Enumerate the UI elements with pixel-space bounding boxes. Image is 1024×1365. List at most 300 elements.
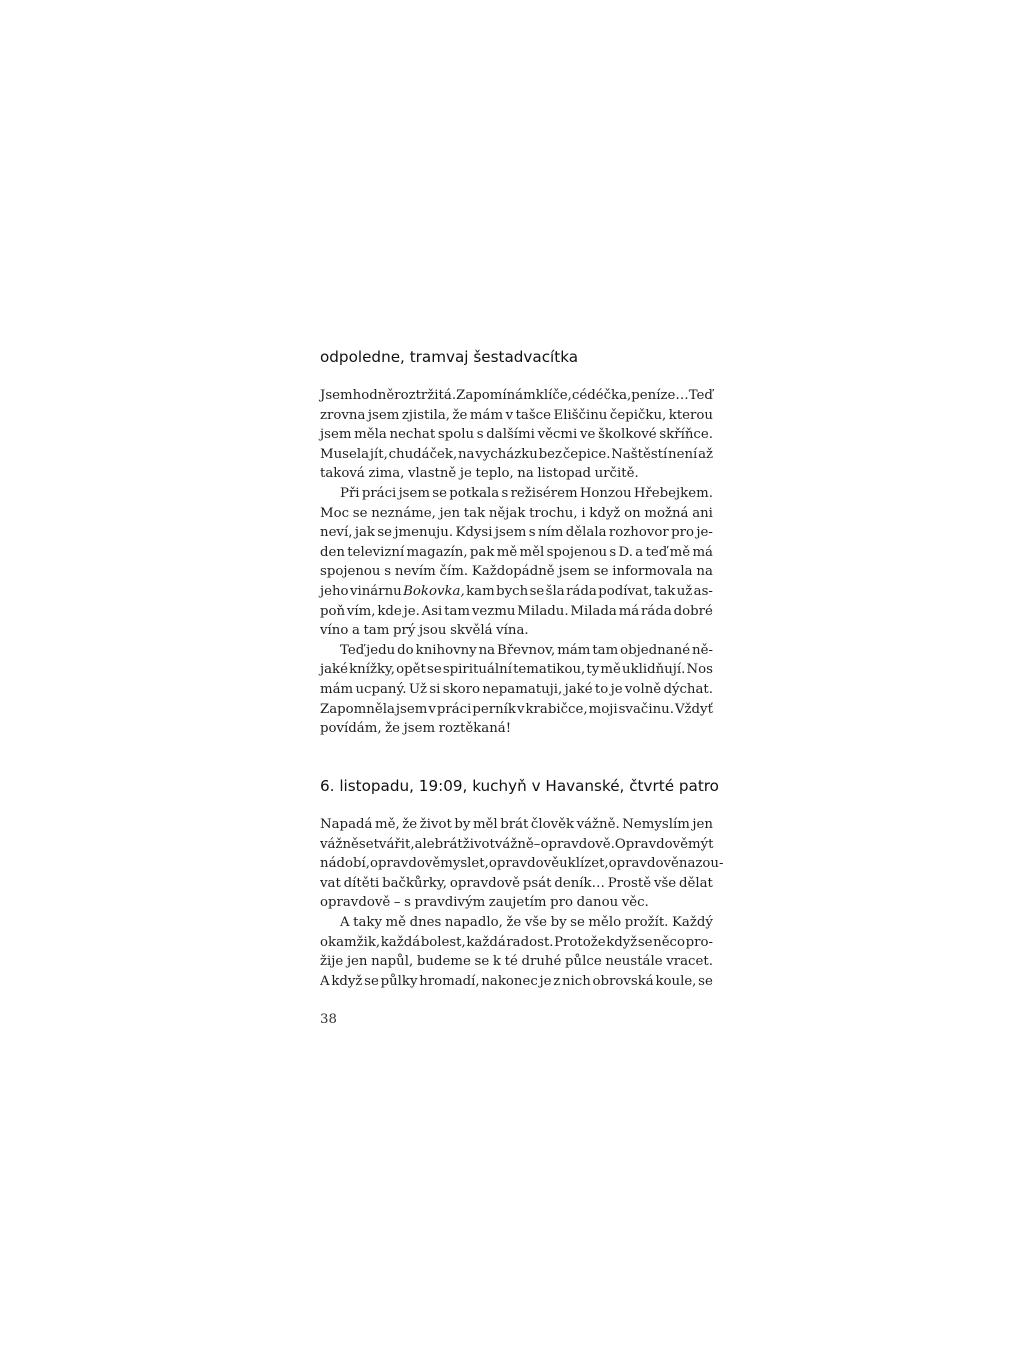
word: každá	[380, 934, 421, 950]
word: se	[432, 485, 447, 501]
word: klíče,	[535, 388, 572, 403]
text-line	[320, 425, 713, 445]
word: práci	[436, 701, 472, 717]
word: jen	[692, 817, 713, 832]
word: –	[533, 836, 541, 852]
word: perník	[472, 701, 516, 717]
word: jsem	[320, 427, 352, 443]
word: vážně	[494, 836, 534, 852]
text-line	[320, 562, 713, 582]
word: jsem	[398, 485, 430, 501]
word: život	[419, 817, 452, 832]
text-line	[320, 543, 713, 563]
word: práci	[361, 485, 397, 501]
word: se	[427, 662, 442, 678]
word: Zapomněla	[320, 701, 395, 717]
text-line	[320, 602, 713, 622]
word: vše	[653, 875, 677, 891]
word: opravdově	[370, 856, 441, 872]
word: danou	[576, 895, 619, 911]
word: chudáček,	[388, 446, 458, 462]
word: zaujetím	[488, 895, 547, 911]
word: Jsem	[320, 388, 353, 403]
text-line	[320, 854, 724, 874]
word: budeme	[416, 954, 471, 970]
word: ucpaný.	[355, 681, 407, 697]
word: v	[428, 701, 436, 717]
word: by	[454, 817, 471, 832]
word: prý	[392, 623, 416, 639]
word: bez	[538, 446, 563, 462]
word: že	[385, 721, 401, 737]
word: Honzou	[579, 485, 632, 501]
word: neznáme,	[371, 505, 436, 521]
word: psát	[522, 875, 552, 891]
word: kde	[377, 603, 402, 619]
word: půlce	[565, 954, 602, 970]
word: uklízet,	[559, 856, 609, 872]
word: Milada	[570, 603, 617, 619]
word: tvářit,	[373, 836, 415, 852]
text-line	[320, 835, 713, 855]
word: vinárnu	[349, 583, 402, 599]
word: mýt	[688, 836, 714, 852]
word: mě	[600, 662, 621, 678]
word: Asi	[421, 603, 443, 619]
word: cédéčka,	[571, 388, 632, 403]
word: roztěkaná!	[438, 721, 512, 737]
word: mě	[669, 544, 691, 560]
word: –	[393, 895, 401, 911]
book-page	[320, 0, 724, 1365]
word: Eliščinu	[553, 407, 608, 423]
word: teplo,	[475, 466, 514, 482]
word: je.	[403, 603, 420, 619]
word: knížky,	[349, 662, 396, 678]
word: pro	[671, 525, 694, 541]
word: vážně.	[576, 817, 620, 832]
section-heading: odpoledne, tramvaj šestadvacítka	[320, 348, 579, 366]
word: brát	[434, 836, 463, 852]
word: se	[377, 525, 393, 541]
word: Prostě	[607, 875, 652, 891]
word: Kdysi	[455, 525, 493, 541]
word: opravdově.	[540, 836, 615, 852]
word: jsem	[494, 525, 527, 541]
text-line	[320, 874, 713, 894]
word: tam	[363, 623, 390, 639]
word: televizní	[347, 544, 405, 560]
word: na	[517, 466, 534, 482]
word: až	[698, 446, 713, 462]
word: by	[550, 914, 567, 930]
word: brát	[500, 817, 529, 832]
word: má	[692, 544, 713, 560]
word: Hřebejkem.	[633, 485, 713, 501]
word: když	[606, 934, 638, 950]
word: Naštěstí	[611, 446, 668, 462]
word: měla	[354, 427, 387, 443]
word: nějak	[488, 505, 526, 521]
word: Teď	[340, 642, 365, 658]
word: s	[404, 895, 411, 911]
word: informovala	[612, 564, 693, 580]
word: s	[384, 564, 392, 580]
word: teď	[645, 544, 668, 560]
word: A	[340, 914, 350, 930]
word: dnes	[409, 914, 442, 930]
word: opravdově	[449, 875, 521, 891]
word: že	[452, 407, 468, 423]
word: zima,	[368, 466, 405, 482]
word: bych	[496, 583, 529, 599]
word: když	[331, 973, 363, 989]
word: Protože	[554, 934, 606, 950]
word: pak	[469, 544, 495, 560]
word: se	[474, 954, 490, 970]
word: čepice.	[562, 446, 611, 462]
word: rozhovor	[608, 525, 669, 541]
word: se	[358, 836, 374, 852]
word: zrovna	[320, 407, 366, 423]
word: s	[476, 427, 484, 443]
word: ním	[537, 525, 564, 541]
word: Teď	[688, 388, 713, 403]
word: opravdově	[488, 856, 560, 872]
word: hodně	[352, 388, 395, 403]
word: mám	[557, 642, 591, 658]
word: jmenuju.	[394, 525, 454, 541]
word: se	[529, 583, 545, 599]
word: věcmi	[537, 427, 578, 443]
word: spolu	[437, 427, 475, 443]
word: víno	[320, 623, 349, 639]
word: vycházku	[475, 446, 538, 462]
word: okamžik,	[320, 934, 381, 950]
word: kam	[466, 583, 495, 599]
word: poň	[320, 603, 346, 619]
word: prožít.	[624, 914, 669, 930]
word: jen	[346, 954, 368, 970]
word: vat	[320, 875, 341, 891]
word: půlky	[380, 973, 418, 989]
word: měl	[472, 817, 498, 832]
word: potkala	[449, 485, 500, 501]
word: i	[581, 505, 586, 521]
word: vracet.	[666, 954, 713, 970]
word: napůl,	[371, 954, 414, 970]
text-line	[320, 582, 713, 602]
section-body	[320, 815, 724, 991]
word: měl	[519, 544, 545, 560]
word: vína.	[496, 623, 529, 639]
section-body	[320, 386, 713, 739]
word: jsem	[403, 721, 436, 737]
word: v	[516, 701, 525, 717]
word: se	[352, 505, 368, 521]
word: se	[698, 973, 713, 989]
word: opět	[396, 662, 426, 678]
word: Bokovka,	[403, 583, 465, 599]
word: opravdově	[320, 895, 391, 911]
word: koule,	[655, 973, 697, 989]
word: bolest,	[420, 934, 466, 950]
word: jsem	[395, 701, 428, 717]
word: na	[457, 446, 475, 462]
word: k	[492, 954, 501, 970]
word: spirituální	[442, 662, 512, 678]
word: s	[609, 544, 617, 560]
word: jaké	[320, 662, 348, 678]
word: mě	[385, 914, 407, 930]
text-line	[320, 680, 713, 700]
word: jsem	[367, 407, 400, 423]
word: mám	[320, 681, 354, 697]
word: se	[637, 934, 653, 950]
word: A	[320, 973, 330, 989]
word: dítěti	[343, 875, 380, 891]
word: ani	[692, 505, 713, 521]
word: je	[610, 681, 623, 697]
word: skoro	[442, 681, 481, 697]
word: se	[570, 914, 585, 930]
word: Nos	[686, 662, 713, 678]
word: v	[505, 407, 514, 423]
word: život	[462, 836, 495, 852]
word: obrovská	[592, 973, 654, 989]
word: dobré	[673, 603, 713, 619]
word: jen	[439, 505, 461, 521]
word: Opravdově	[614, 836, 688, 852]
word: jsou	[418, 623, 447, 639]
word: na	[478, 642, 496, 658]
word: peníze…	[631, 388, 689, 403]
word: režisérem	[510, 485, 578, 501]
word: zjistila,	[401, 407, 451, 423]
word: bačkůrky,	[382, 875, 447, 891]
word: druhé	[521, 954, 562, 970]
word: s	[528, 525, 536, 541]
word: věc.	[621, 895, 649, 911]
word: z	[553, 973, 561, 989]
text-line	[320, 933, 713, 953]
word: moji	[588, 701, 618, 717]
word: mě	[496, 544, 518, 560]
word: to	[594, 681, 609, 697]
word: neví,	[320, 525, 353, 541]
word: tematikou,	[513, 662, 586, 678]
word: čepičku,	[609, 407, 667, 423]
word: jak	[354, 525, 375, 541]
text-line	[320, 445, 713, 465]
word: kterou	[668, 407, 713, 423]
word: školkové	[598, 427, 657, 443]
text-line	[320, 719, 713, 739]
word: nazou-	[678, 856, 724, 872]
word: Každopádně	[471, 564, 555, 580]
word: Napadá	[320, 817, 373, 832]
word: vím,	[346, 603, 376, 619]
word: Zapomínám	[456, 388, 536, 403]
word: roztržitá.	[394, 388, 457, 403]
word: ráda	[641, 603, 672, 619]
word: Moc	[320, 505, 350, 521]
text-line	[320, 641, 713, 661]
word: nepamatuji,	[482, 681, 563, 697]
word: je	[459, 466, 472, 482]
word: nich	[561, 973, 591, 989]
word: magazín,	[406, 544, 468, 560]
word: D.	[618, 544, 633, 560]
word: Už	[408, 681, 428, 697]
text-line	[320, 815, 713, 835]
word: taky	[353, 914, 382, 930]
word: vážně	[320, 836, 359, 852]
word: si	[429, 681, 441, 697]
word: pro	[550, 895, 573, 911]
word: dýchat.	[663, 681, 713, 697]
word: tak	[463, 505, 486, 521]
word: ně-	[692, 642, 713, 658]
word: tak	[653, 583, 676, 599]
word: s	[501, 485, 509, 501]
word: je	[539, 973, 552, 989]
text-line	[320, 523, 713, 543]
word: svačinu.	[618, 701, 674, 717]
word: skříňce.	[659, 427, 713, 443]
word: hromadí,	[419, 973, 480, 989]
word: na	[696, 564, 713, 580]
word: podívat,	[598, 583, 653, 599]
word: vše	[524, 914, 548, 930]
word: té	[504, 954, 518, 970]
word: Vždyť	[674, 701, 713, 717]
word: mě,	[375, 817, 400, 832]
word: radost.	[506, 934, 554, 950]
word: listopad	[537, 466, 592, 482]
word: není	[668, 446, 698, 462]
word: má	[618, 603, 640, 619]
word: spojenou	[546, 544, 608, 560]
word: tam	[444, 603, 471, 619]
word: že	[506, 914, 522, 930]
word: opravdově	[608, 856, 679, 872]
word: objednané	[620, 642, 691, 658]
word: dalšími	[486, 427, 535, 443]
word: povídám,	[320, 721, 382, 737]
word: nechat	[389, 427, 436, 443]
word: jít,	[369, 446, 388, 462]
word: jeho	[320, 583, 349, 599]
word: už	[676, 583, 693, 599]
text-line	[320, 386, 713, 406]
word: když	[589, 505, 621, 521]
word: že	[402, 817, 418, 832]
text-line	[320, 504, 713, 524]
word: spojenou	[320, 564, 381, 580]
text-line	[320, 621, 713, 641]
word: ráda	[566, 583, 597, 599]
word: volně	[624, 681, 662, 697]
word: nevím	[394, 564, 436, 580]
word: vezmu	[471, 603, 516, 619]
word: tašce	[515, 407, 551, 423]
word: jaké	[564, 681, 593, 697]
word: Každý	[671, 914, 713, 930]
word: myslet,	[440, 856, 489, 872]
word: jsem	[558, 564, 590, 580]
word: krabičce,	[525, 701, 588, 717]
word: šla	[545, 583, 565, 599]
word: a	[351, 623, 360, 639]
word: něco	[653, 934, 686, 950]
text-line	[320, 893, 713, 913]
word: nakonec	[481, 973, 538, 989]
word: dělala	[565, 525, 607, 541]
word: Při	[340, 485, 360, 501]
word: uklidňují.	[622, 662, 686, 678]
word: ty	[586, 662, 600, 678]
word: Musela	[320, 446, 370, 462]
word: člověk	[530, 817, 575, 832]
word: knihovny	[415, 642, 477, 658]
word: vlastně	[408, 466, 457, 482]
word: skvělá	[450, 623, 493, 639]
text-line	[320, 660, 713, 680]
section-heading: 6. listopadu, 19:09, kuchyň v Havanské, čtvrté patro	[320, 777, 719, 795]
word: Břevnov,	[497, 642, 556, 658]
word: je-	[696, 525, 713, 541]
word: možná	[644, 505, 689, 521]
word: Nemyslím	[622, 817, 690, 832]
text-line	[320, 406, 713, 426]
word: nádobí,	[320, 856, 370, 872]
word: as-	[693, 583, 713, 599]
word: napadlo,	[444, 914, 503, 930]
text-line	[320, 952, 713, 972]
word: pro-	[685, 934, 713, 950]
word: a	[635, 544, 644, 560]
word: dělat	[679, 875, 713, 891]
word: určitě.	[594, 466, 639, 482]
word: se	[593, 564, 609, 580]
word: do	[397, 642, 414, 658]
text-line	[320, 700, 713, 720]
word: neustále	[605, 954, 663, 970]
text-line	[320, 484, 713, 504]
word: taková	[320, 466, 365, 482]
word: den	[320, 544, 345, 560]
word: mělo	[588, 914, 622, 930]
word: pravdivým	[414, 895, 486, 911]
word: on	[624, 505, 641, 521]
word: deník…	[554, 875, 605, 891]
text-line	[320, 972, 713, 992]
word: ale	[414, 836, 435, 852]
word: tam	[592, 642, 619, 658]
word: ve	[579, 427, 596, 443]
word: každá	[466, 934, 506, 950]
word: žije	[320, 954, 344, 970]
text-line	[320, 913, 713, 933]
word: mám	[469, 407, 504, 423]
word: Miladu.	[517, 603, 569, 619]
text-line	[320, 464, 713, 484]
word: čím.	[439, 564, 469, 580]
word: trochu,	[529, 505, 578, 521]
word: jedu	[366, 642, 396, 658]
word: se	[364, 973, 379, 989]
